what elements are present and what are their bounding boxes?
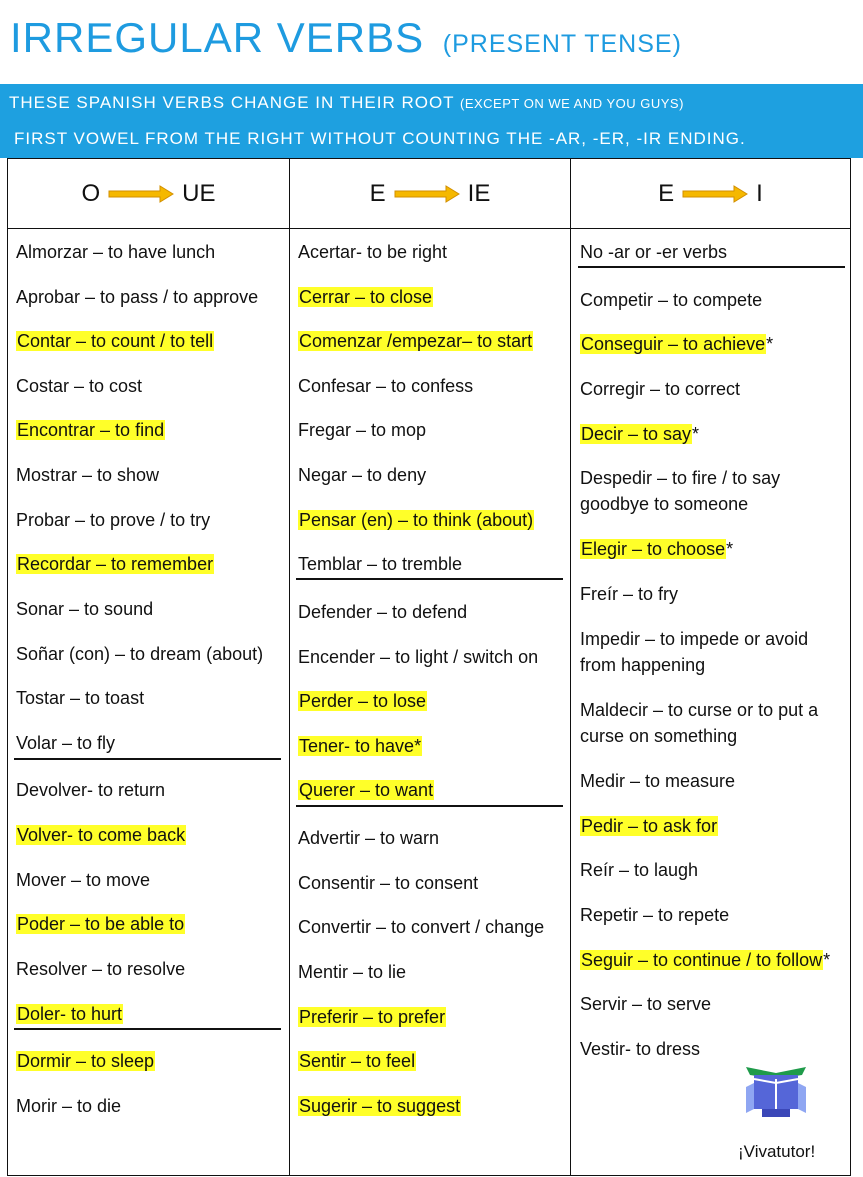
verb-text: Costar – to cost (16, 376, 143, 396)
list-item (580, 697, 835, 749)
verb-text: Freír – to fry (580, 584, 679, 604)
verb-text: Fregar – to mop (298, 420, 427, 440)
verb-text: Maldecir – to curse or to put a curse on something (580, 700, 819, 746)
verb-text: Temblar – to tremble (298, 554, 463, 574)
list-item (298, 1093, 461, 1119)
list-item (16, 1093, 121, 1119)
verb-text: Soñar (con) – to dream (about) (16, 644, 264, 664)
verb-text: Aprobar – to pass / to approve (16, 287, 259, 307)
group-separator (296, 805, 563, 807)
verb-text: Sonar – to sound (16, 599, 154, 619)
banner-line-1 (9, 93, 684, 113)
verb-text: Impedir – to impede or avoid from happening (580, 629, 809, 675)
list-item (298, 870, 478, 896)
list-item (16, 956, 185, 982)
arrow-right-icon (394, 185, 460, 203)
list-item (298, 959, 406, 985)
verb-text: Confesar – to confess (298, 376, 474, 396)
list-item (16, 1001, 123, 1027)
verb-text: Reír – to laugh (580, 860, 699, 880)
list-item (298, 328, 533, 354)
verb-text: Negar – to deny (298, 465, 427, 485)
list-item (16, 641, 263, 667)
header-to: UE (182, 179, 216, 207)
list-item (298, 777, 434, 803)
verb-text-highlighted: Volver- to come back (17, 825, 186, 845)
verb-text-highlighted: Pensar (en) – to think (about) (299, 510, 534, 530)
list-item (298, 417, 426, 443)
list-item (580, 626, 835, 678)
list-item (580, 902, 729, 928)
list-item (580, 857, 698, 883)
banner-line-2: FIRST VOWEL FROM THE RIGHT WITHOUT COUNTING THE -AR, -ER, -IR ENDING. (14, 129, 746, 148)
verb-text: Morir – to die (16, 1096, 122, 1116)
list-item (16, 1048, 155, 1074)
arrow-right-icon (682, 185, 748, 203)
list-item (580, 421, 699, 447)
verb-text: Medir – to measure (580, 771, 736, 791)
verb-text-highlighted: Conseguir – to achieve (581, 334, 766, 354)
title-main: IRREGULAR VERBS (10, 14, 425, 61)
verb-text: Convertir – to convert / change (298, 917, 545, 937)
list-item (16, 373, 142, 399)
list-item (16, 596, 153, 622)
verb-text-highlighted: Sugerir – to suggest (299, 1096, 461, 1116)
verb-text: Tostar – to toast (16, 688, 145, 708)
verb-text: Defender – to defend (298, 602, 468, 622)
verb-text-highlighted: Pedir – to ask for (581, 816, 718, 836)
list-item (298, 239, 447, 265)
list-item (298, 284, 433, 310)
verb-text-highlighted: Poder – to be able to (17, 914, 185, 934)
asterisk-mark: * (726, 539, 734, 559)
list-item (16, 911, 185, 937)
verb-text: Mover – to move (16, 870, 151, 890)
column-header-e-i (571, 159, 850, 228)
verb-text-highlighted: Doler- to hurt (17, 1004, 123, 1024)
verb-text: Almorzar – to have lunch (16, 242, 216, 262)
list-item (298, 551, 462, 577)
verb-text: Corregir – to correct (580, 379, 741, 399)
verb-text: Encender – to light / switch on (298, 647, 539, 667)
verb-text-highlighted: Contar – to count / to tell (17, 331, 214, 351)
verb-text-highlighted: Decir – to say (581, 424, 692, 444)
list-item (16, 507, 210, 533)
verb-text-highlighted: Seguir – to continue / to follow (581, 950, 823, 970)
list-item (298, 599, 467, 625)
list-item (580, 1036, 700, 1062)
verb-text: Consentir – to consent (298, 873, 479, 893)
asterisk-mark: * (823, 950, 831, 970)
verb-text: No -ar or -er verbs (580, 242, 728, 262)
banner-line-1-text: THESE SPANISH VERBS CHANGE IN THEIR ROOT (9, 93, 455, 112)
list-item (298, 1004, 446, 1030)
list-item (298, 373, 473, 399)
list-item (298, 688, 427, 714)
list-item (580, 768, 735, 794)
verb-text: Volar – to fly (16, 733, 116, 753)
list-item (580, 239, 727, 265)
header-to: I (756, 179, 763, 207)
verb-text-highlighted: Preferir – to prefer (299, 1007, 446, 1027)
asterisk-mark: * (766, 334, 774, 354)
brand-name: ¡Vivatutor! (738, 1142, 816, 1161)
verb-text-highlighted: Encontrar – to find (17, 420, 165, 440)
verb-text: Mostrar – to show (16, 465, 160, 485)
list-item (16, 730, 115, 756)
verb-text: Devolver- to return (16, 780, 166, 800)
list-item (298, 825, 439, 851)
verb-text-highlighted: Elegir – to choose (581, 539, 726, 559)
group-separator (578, 266, 845, 268)
verb-text: Probar – to prove / to try (16, 510, 211, 530)
list-item (16, 462, 159, 488)
verb-text-highlighted: Querer – to want (299, 780, 434, 800)
header-divider (8, 228, 850, 229)
verb-text: Competir – to compete (580, 290, 763, 310)
list-item (298, 1048, 416, 1074)
list-item (580, 991, 711, 1017)
list-item (580, 581, 678, 607)
verb-text-highlighted: Dormir – to sleep (17, 1051, 155, 1071)
list-item (16, 777, 165, 803)
list-item (16, 551, 214, 577)
list-item (580, 813, 718, 839)
list-item (16, 417, 165, 443)
verb-text: Servir – to serve (580, 994, 712, 1014)
verb-text-highlighted: Cerrar – to close (299, 287, 433, 307)
list-item (16, 685, 144, 711)
arrow-right-icon (108, 185, 174, 203)
verb-text: Despedir – to fire / to say goodbye to someone (580, 468, 781, 514)
asterisk-mark: * (692, 424, 700, 444)
info-banner (0, 84, 863, 158)
list-item (298, 507, 534, 533)
verb-text: Repetir – to repete (580, 905, 730, 925)
title-subtitle: (PRESENT TENSE) (442, 30, 682, 58)
header-to: IE (467, 179, 491, 207)
verb-text: Acertar- to be right (298, 242, 448, 262)
column-header-e-ie (290, 159, 570, 228)
verb-text-highlighted: Perder – to lose (299, 691, 427, 711)
banner-line-1-note: (EXCEPT ON WE AND YOU GUYS) (459, 96, 684, 111)
verb-text-highlighted: Sentir – to feel (299, 1051, 416, 1071)
list-item (580, 536, 733, 562)
group-separator (14, 758, 281, 760)
list-item (580, 376, 740, 402)
list-item (298, 462, 426, 488)
header-from: O (81, 179, 101, 207)
verb-text: Resolver – to resolve (16, 959, 186, 979)
list-item (298, 644, 538, 670)
verb-text: Vestir- to dress (580, 1039, 701, 1059)
column-header-o-ue (8, 159, 289, 228)
list-item (16, 284, 258, 310)
verb-text-highlighted: Comenzar /empezar– to start (299, 331, 533, 351)
list-item (16, 328, 214, 354)
group-separator (14, 1028, 281, 1030)
verb-text: Mentir – to lie (298, 962, 407, 982)
page-title (10, 14, 682, 74)
list-item (580, 331, 773, 357)
list-item (298, 733, 422, 759)
list-item (580, 465, 820, 517)
column-divider (570, 159, 571, 1175)
verb-text-highlighted: Recordar – to remember (17, 554, 214, 574)
list-item (16, 867, 150, 893)
list-item (16, 239, 215, 265)
group-separator (296, 578, 563, 580)
verb-text-highlighted: Tener- to have* (299, 736, 422, 756)
list-item (16, 822, 186, 848)
verb-text: Advertir – to warn (298, 828, 440, 848)
header-from: E (369, 179, 386, 207)
list-item (580, 287, 762, 313)
header-from: E (658, 179, 675, 207)
reading-book-logo-icon (740, 1063, 812, 1121)
list-item (298, 914, 544, 940)
column-divider (289, 159, 290, 1175)
list-item (580, 947, 830, 973)
